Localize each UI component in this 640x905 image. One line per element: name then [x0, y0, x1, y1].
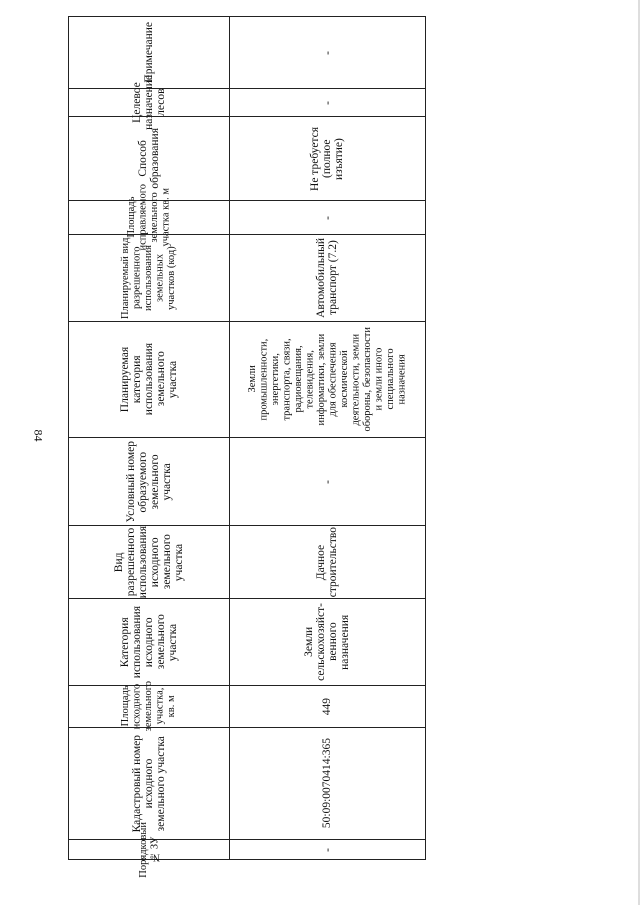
row-planned-use: [69, 234, 425, 321]
row-source-area: [69, 681, 425, 732]
row-note: [69, 17, 425, 88]
page-number: 84: [31, 429, 46, 442]
value-corrected-area: -: [320, 215, 334, 220]
row-source-category: [69, 598, 425, 685]
header-corrected-area: Площадь исправляемого земельного участка кв. м: [126, 184, 172, 251]
row-formation-method: [69, 116, 425, 200]
row-cadastral-number: [69, 727, 425, 839]
value-conditional-number: -: [320, 479, 334, 484]
value-forest-purpose: -: [320, 100, 334, 105]
row-conditional-number: [69, 437, 425, 525]
header-note: Примечание: [143, 22, 155, 83]
value-note: -: [320, 50, 334, 55]
header-planned-use: Планируемый вид разрешенного использования земельных участков (код): [120, 237, 178, 319]
row-source-permitted-use: [69, 525, 425, 598]
header-formation-method: Способ образования: [137, 128, 161, 189]
header-forest-purpose: Целевое назначение лесов: [131, 75, 167, 130]
header-source-permitted-use: Вид разрешенного использования исходного земельного участка: [113, 525, 185, 599]
row-serial-number: [69, 821, 425, 878]
header-cadastral-number: Кадастровый номер исходного земельного участка: [131, 734, 167, 833]
value-planned-category: Земли промышленности, энергетики, транспорта, связи, радиовещания, телевидения, информатики, земли для обеспечения космической деятельности, земли обороны, безопасности и земли иного специального назначения: [246, 327, 407, 432]
header-conditional-number: Условный номер образуемого земельного участка: [125, 440, 173, 523]
header-source-category: Категория использования исходного земельного участка: [119, 605, 179, 679]
header-planned-category: Планируемая категория использования земельного участка: [119, 343, 179, 416]
row-corrected-area: [69, 184, 425, 251]
row-planned-category: [69, 321, 425, 437]
value-planned-use: Автомобильный транспорт (7.2): [315, 238, 339, 318]
header-serial-number: Порядковый № ЗУ: [137, 821, 160, 878]
value-cadastral-number: 50:09:0070414:365: [321, 738, 333, 829]
value-source-area: 449: [321, 697, 333, 716]
value-source-category: Земли сельскохозяйст- венного назначения: [303, 603, 351, 681]
value-source-permitted-use: Дачное строительство: [315, 526, 339, 598]
land-plot-table: [68, 16, 426, 878]
value-formation-method: Не требуется (полное изъятие): [309, 126, 345, 191]
value-serial-number: -: [320, 847, 334, 852]
header-source-area: Площадь исходного земельного участка, кв. м: [120, 681, 178, 732]
row-forest-purpose: [69, 75, 425, 130]
